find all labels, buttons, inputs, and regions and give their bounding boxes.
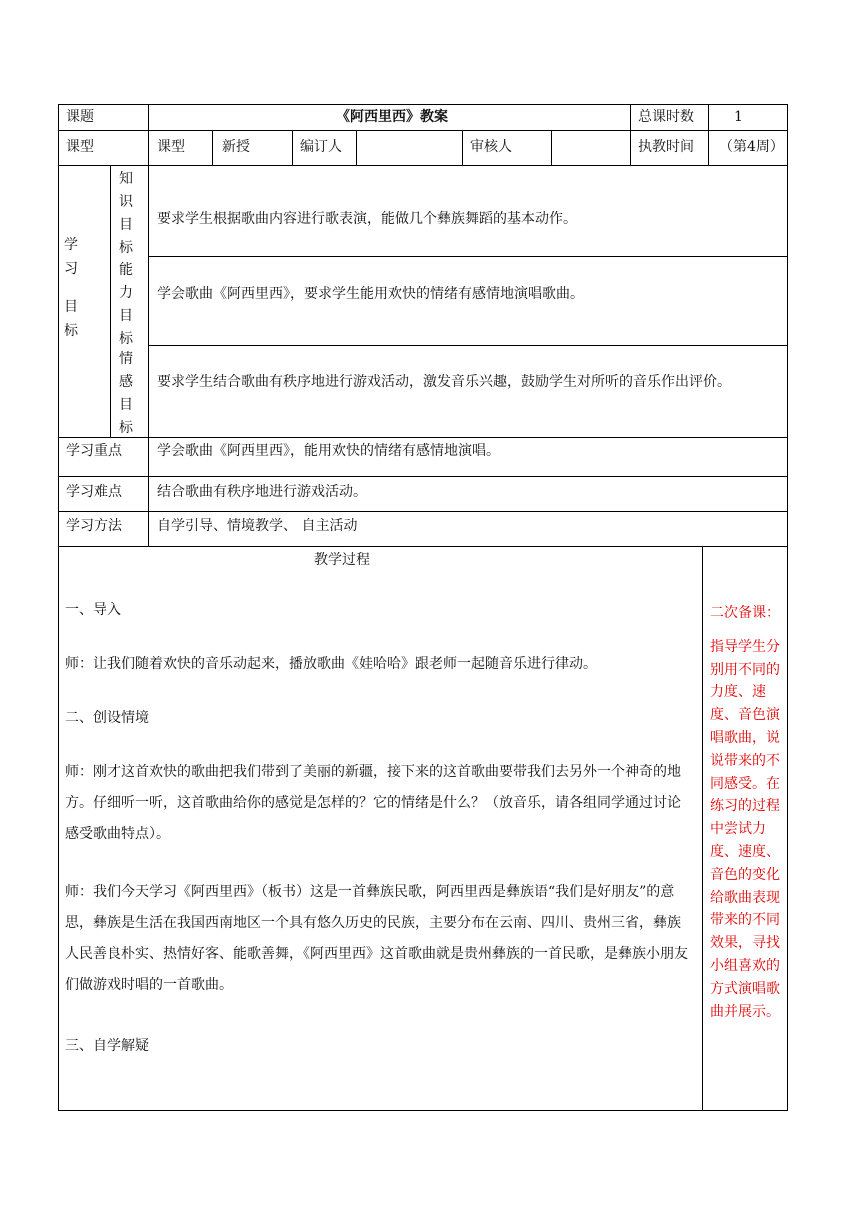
objective-text-ability: 学会歌曲《阿西里西》，要求学生能用欢快的情绪有感情地演唱歌曲。 xyxy=(157,286,584,302)
type-value: 新授 xyxy=(222,139,250,155)
side-note xyxy=(710,602,784,1023)
total-hours-value: 1 xyxy=(734,109,743,125)
table-border-top xyxy=(58,104,788,105)
table-rule xyxy=(148,345,788,346)
table-rule xyxy=(462,130,463,166)
key-point-text: 学会歌曲《阿西里西》，能用欢快的情绪有感情地演唱。 xyxy=(157,443,500,459)
difficulty-text: 结合歌曲有秩序地进行游戏活动。 xyxy=(157,484,367,500)
table-rule xyxy=(148,256,788,257)
objective-text-knowledge: 要求学生根据歌曲内容进行歌表演，能做几个彝族舞蹈的基本动作。 xyxy=(157,211,577,227)
process-title: 教学过程 xyxy=(314,552,370,568)
editor-label: 编订人 xyxy=(300,139,342,155)
process-paragraph: 师：我们今天学习《阿西里西》（板书）这是一首彝族民歌，阿西里西是彝族语“我们是好朋友”的意思，彝族是生活在我国西南地区一个具有悠久历史的民族，主要分布在云南、四川、贵州三省，彝族人民善良朴实、热情好客、能歌善舞，《阿西里西》这首歌曲就是贵州彝族的一首民歌，是彝族小朋友们做游戏时唱的一首歌曲。 xyxy=(65,884,688,993)
teach-time-value: （第4周） xyxy=(719,139,784,155)
lesson-title: 《阿西里西》教案 xyxy=(336,109,448,125)
process-heading-scenario: 二、创设情境 xyxy=(65,710,149,726)
table-rule xyxy=(212,130,213,166)
process-heading-self-study: 三、自学解疑 xyxy=(65,1038,149,1054)
process-paragraph: 师：让我们随着欢快的音乐动起来，播放歌曲《娃哈哈》跟老师一起随音乐进行律动。 xyxy=(65,656,597,672)
key-point-label: 学习重点 xyxy=(66,443,122,459)
table-rule xyxy=(58,546,788,547)
teach-time-label: 执教时间 xyxy=(638,139,694,155)
type-label-2: 课型 xyxy=(157,139,185,155)
difficulty-label: 学习难点 xyxy=(66,484,122,500)
table-rule xyxy=(58,130,788,131)
type-label: 课型 xyxy=(66,139,94,155)
subject-label: 课题 xyxy=(66,109,94,125)
table-border-right xyxy=(787,104,788,1111)
table-rule xyxy=(58,476,788,477)
table-rule xyxy=(58,437,788,438)
table-rule xyxy=(551,130,552,166)
table-rule xyxy=(58,165,788,166)
process-paragraph: 师：刚才这首欢快的歌曲把我们带到了美丽的新疆，接下来的这首歌曲要带我们去另外一个神奇的地方。仔细听一听，这首歌曲给你的感觉是怎样的？它的情绪是什么？（放音乐，请各组同学通过讨论感受歌曲特点）。 xyxy=(65,764,681,842)
table-border-bottom xyxy=(58,1110,788,1111)
method-text: 自学引导、情境教学、 自主活动 xyxy=(157,518,358,534)
table-rule xyxy=(110,165,111,438)
process-heading-intro: 一、导入 xyxy=(65,602,121,618)
objective-text-emotion: 要求学生结合歌曲有秩序地进行游戏活动，激发音乐兴趣，鼓励学生对所听的音乐作出评价。 xyxy=(157,374,731,390)
objective-label-knowledge: 知 识 目 标 xyxy=(119,171,133,256)
total-hours-label: 总课时数 xyxy=(638,109,694,125)
table-rule xyxy=(356,130,357,166)
side-note-text: 指导学生分别用不同的力度、速度、音色演唱歌曲，说说带来的不同感受。在练习的过程中尝试力度、速度、音色的变化给歌曲表现带来的不同效果，寻找小组喜欢的方式演唱歌曲并展示。 xyxy=(710,638,780,1020)
table-border-left xyxy=(58,104,59,1111)
table-rule xyxy=(58,511,788,512)
table-rule xyxy=(630,104,631,166)
reviewer-label: 审核人 xyxy=(470,139,512,155)
objective-label-ability: 能 力 目 标 xyxy=(119,262,133,347)
table-rule xyxy=(292,130,293,166)
side-note-title: 二次备课： xyxy=(710,605,780,621)
objective-label-emotion: 情 感 目 标 xyxy=(119,351,133,436)
objectives-group-label: 学 习 目 标 xyxy=(64,237,78,339)
table-rule xyxy=(148,104,149,547)
table-rule xyxy=(708,104,709,166)
method-label: 学习方法 xyxy=(66,518,122,534)
table-rule xyxy=(702,546,703,1111)
